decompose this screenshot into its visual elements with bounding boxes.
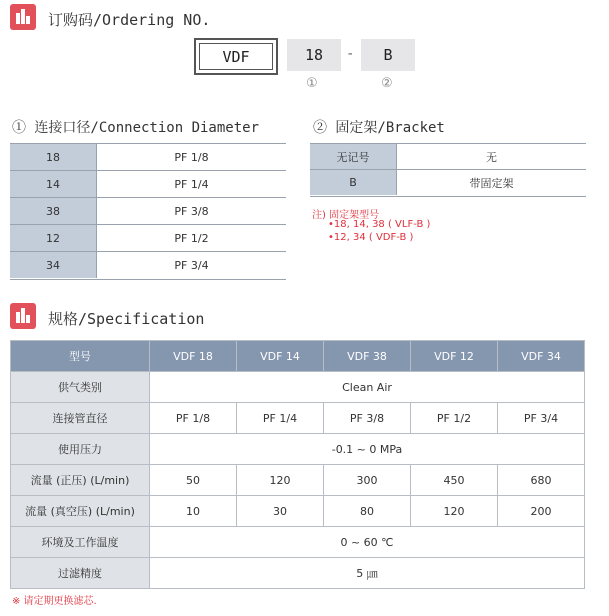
spec-row-flow-vacuum xyxy=(11,496,585,527)
model-code-box xyxy=(194,38,278,75)
connection-value-cell: PF 3/8 xyxy=(96,198,286,224)
spec-value: PF 1/2 xyxy=(411,403,498,434)
connection-row xyxy=(10,252,286,278)
bracket-row xyxy=(310,170,586,195)
bracket-note-line: •18, 14, 38 ( VLF-B ) xyxy=(328,219,431,230)
spec-label: 流量 (正压) (L/min) xyxy=(11,465,150,496)
diameter-code: 18 xyxy=(304,46,324,64)
spec-value: Clean Air xyxy=(150,372,585,403)
connection-title: ① 连接口径/Connection Diameter xyxy=(12,120,260,136)
spec-value: PF 1/8 xyxy=(150,403,237,434)
spec-row-filter xyxy=(11,558,585,589)
bracket-title: ② 固定架/Bracket xyxy=(313,120,445,136)
spec-label: 供气类别 xyxy=(11,372,150,403)
spec-row-fluid xyxy=(11,372,585,403)
spec-value: 30 xyxy=(237,496,324,527)
connection-value-cell: PF 1/8 xyxy=(96,144,286,170)
bracket-code: B xyxy=(383,46,393,64)
spec-row-pressure xyxy=(11,434,585,465)
marker-1: ① xyxy=(306,76,318,91)
bracket-value-cell: 带固定架 xyxy=(396,170,586,195)
connection-row xyxy=(10,225,286,252)
spec-header-cell: VDF 38 xyxy=(324,341,411,372)
spec-label: 连接管直径 xyxy=(11,403,150,434)
connection-value-cell: PF 1/2 xyxy=(96,225,286,251)
spec-header-cell: VDF 34 xyxy=(498,341,585,372)
spec-value: 50 xyxy=(150,465,237,496)
spec-value: 200 xyxy=(498,496,585,527)
spec-value: 680 xyxy=(498,465,585,496)
bracket-value-cell: 无 xyxy=(396,144,586,169)
section-icon xyxy=(10,4,36,30)
spec-header-cell: 型号 xyxy=(11,341,150,372)
connection-row xyxy=(10,144,286,171)
spec-header-cell: VDF 14 xyxy=(237,341,324,372)
model-code: VDF xyxy=(222,47,250,66)
spec-value: 450 xyxy=(411,465,498,496)
spec-value: 5 ㎛ xyxy=(150,558,585,589)
spec-title: 规格/Specification xyxy=(48,310,205,328)
bracket-code-cell: B xyxy=(310,170,396,195)
connection-code-cell: 18 xyxy=(10,144,96,170)
spec-label: 过滤精度 xyxy=(11,558,150,589)
connection-code-cell: 14 xyxy=(10,171,96,197)
spec-footnote: ※ 请定期更换滤芯. xyxy=(12,596,97,607)
spec-row-temperature xyxy=(11,527,585,558)
spec-value: PF 1/4 xyxy=(237,403,324,434)
connection-row xyxy=(10,171,286,198)
bracket-note-title: 注) 固定架型号 xyxy=(312,210,380,221)
spec-value: PF 3/4 xyxy=(498,403,585,434)
connection-value-cell: PF 1/4 xyxy=(96,171,286,197)
spec-value: 10 xyxy=(150,496,237,527)
connection-row xyxy=(10,198,286,225)
spec-value: 80 xyxy=(324,496,411,527)
spec-header-cell: VDF 12 xyxy=(411,341,498,372)
spec-header-cell: VDF 18 xyxy=(150,341,237,372)
spec-table xyxy=(10,340,585,589)
code-dash: - xyxy=(346,46,355,62)
spec-label: 环境及工作温度 xyxy=(11,527,150,558)
spec-value: 0 ~ 60 ℃ xyxy=(150,527,585,558)
spec-row-port xyxy=(11,403,585,434)
spec-value: 300 xyxy=(324,465,411,496)
spec-row-flow-positive xyxy=(11,465,585,496)
spec-value: -0.1 ~ 0 MPa xyxy=(150,434,585,465)
spec-value: 120 xyxy=(411,496,498,527)
spec-value: 120 xyxy=(237,465,324,496)
diameter-code-box xyxy=(287,39,341,71)
spec-label: 使用压力 xyxy=(11,434,150,465)
bracket-note-line: •12, 34 ( VDF-B ) xyxy=(328,232,414,243)
section-icon xyxy=(10,303,36,329)
connection-code-cell: 34 xyxy=(10,252,96,278)
spec-header-row xyxy=(11,341,585,372)
connection-code-cell: 38 xyxy=(10,198,96,224)
bracket-row xyxy=(310,144,586,170)
spec-value: PF 3/8 xyxy=(324,403,411,434)
spec-label: 流量 (真空压) (L/min) xyxy=(11,496,150,527)
marker-2: ② xyxy=(381,76,393,91)
bracket-code-box xyxy=(361,39,415,71)
ordering-title: 订购码/Ordering NO. xyxy=(48,11,211,29)
bracket-code-cell: 无记号 xyxy=(310,144,396,169)
connection-code-cell: 12 xyxy=(10,225,96,251)
connection-value-cell: PF 3/4 xyxy=(96,252,286,278)
